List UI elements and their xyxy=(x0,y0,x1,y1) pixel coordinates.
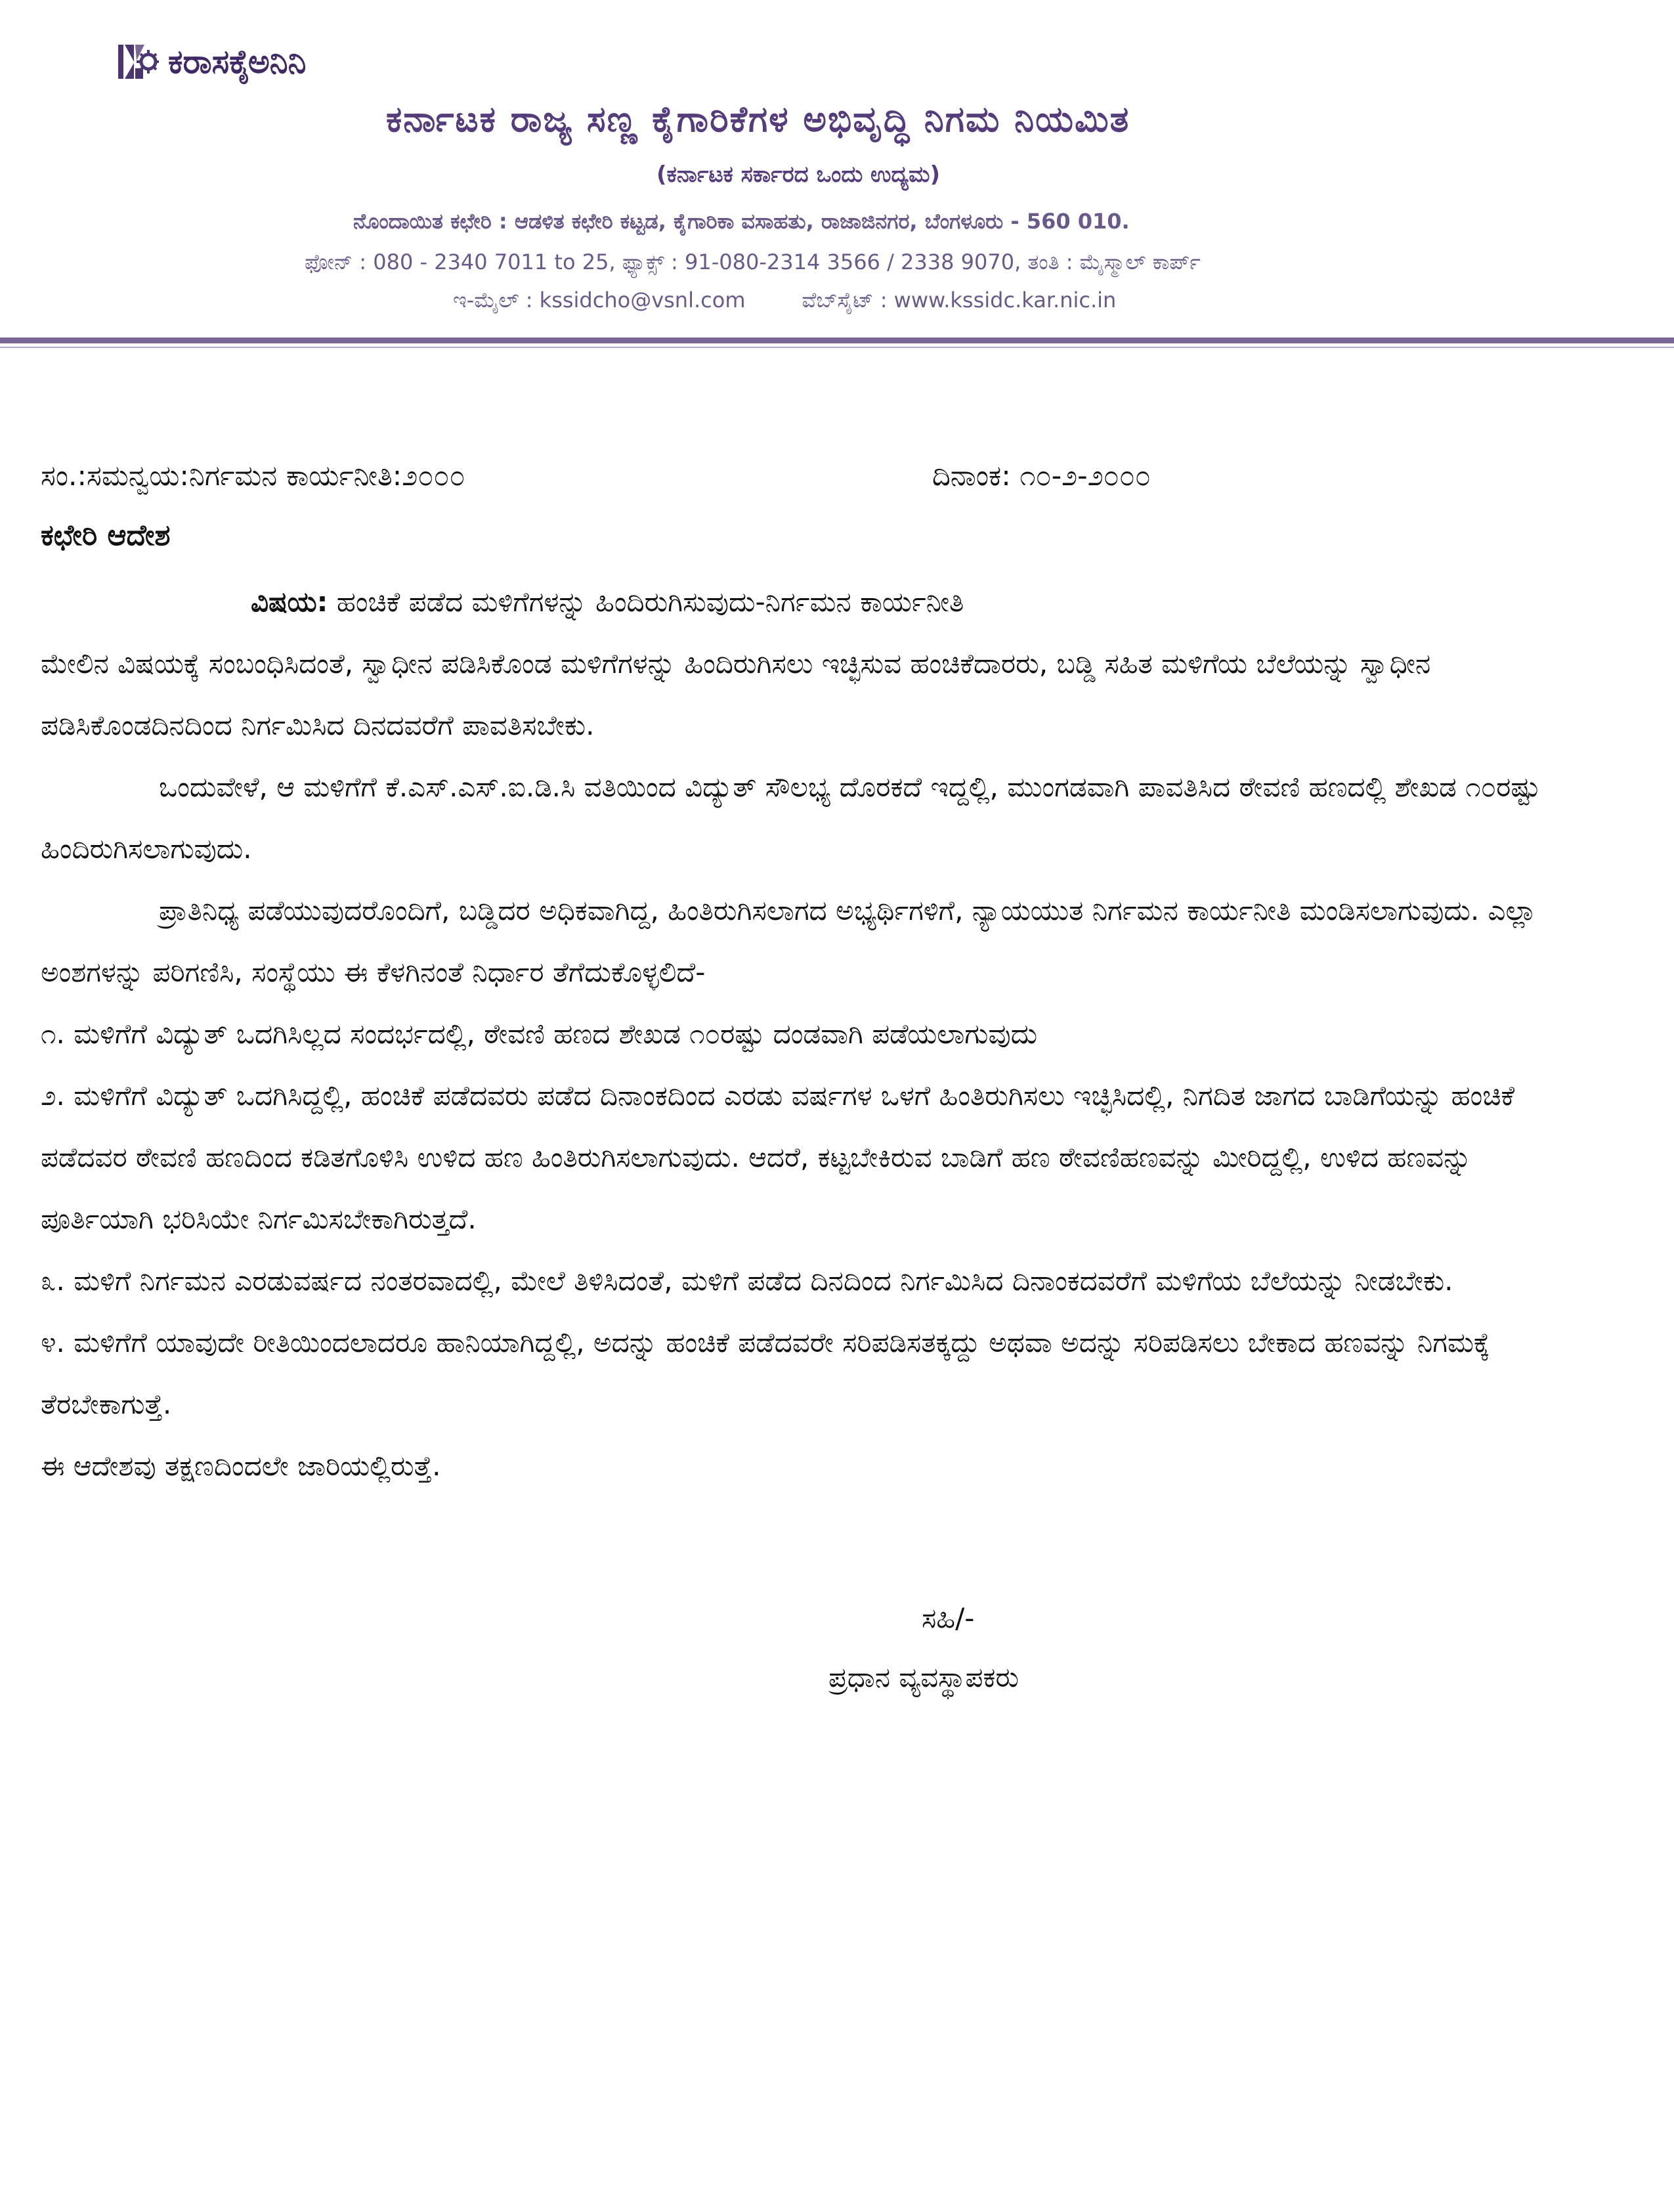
document-date: ದಿನಾಂಕ: ೧೦-೨-೨೦೦೦ xyxy=(932,460,1151,492)
closing-line: ಈ ಆದೇಶವು ತಕ್ಷಣದಿಂದಲೇ ಜಾರಿಯಲ್ಲಿರುತ್ತೆ. xyxy=(41,1450,441,1482)
point-4: ೪. ಮಳಿಗೆಗೆ ಯಾವುದೇ ರೀತಿಯಿಂದಲಾದರೂ ಹಾನಿಯಾಗಿದ್ದಲ್ಲಿ, ಅದನ್ನು ಹಂಚಿಕೆ ಪಡೆದವರೇ ಸರಿಪಡಿಸತಕ್ಕದ್ದು ಅಥವಾ ಅದನ್ನು ಸರಿಪಡಿಸಲು ಬೇಕಾದ ಹಣವನ್ನು ನಿಗಮಕ್ಕೆ ತೆರಬೇಕಾಗುತ್ತೆ. xyxy=(41,1326,1490,1420)
signed-mark: ಸಹಿ/- xyxy=(922,1602,975,1634)
document-title: ಕಛೇರಿ ಆದೇಶ xyxy=(41,519,171,552)
point-1: ೧. ಮಳಿಗೆಗೆ ವಿದ್ಯುತ್ ಒದಗಿಸಿಲ್ಲದ ಸಂದರ್ಭದಲ್ಲಿ, ಠೇವಣಿ ಹಣದ ಶೇಖಡ ೧೦ರಷ್ಟು ದಂಡವಾಗಿ ಪಡೆಯಲಾಗುವುದು xyxy=(41,1018,1038,1050)
logo-text: ಕರಾಸಕೈಅನಿನಿ xyxy=(168,42,307,81)
paragraph-2: ಒಂದುವೇಳೆ, ಆ ಮಳಿಗೆಗೆ ಕೆ.ಎಸ್.ಎಸ್.ಐ.ಡಿ.ಸಿ ವತಿಯಿಂದ ವಿದ್ಯುತ್ ಸೌಲಭ್ಯ ದೊರಕದೆ ಇದ್ದಲ್ಲಿ, ಮುಂಗಡವಾಗಿ ಪಾವತಿಸಿದ ಠೇವಣಿ ಹಣದಲ್ಲಿ ಶೇಖಡ ೧೦ರಷ್ಟು ಹಿಂದಿರುಗಿಸಲಾಗುವುದು. xyxy=(41,771,1541,865)
organization-name: ಕರ್ನಾಟಕ ರಾಜ್ಯ ಸಣ್ಣ ಕೈಗಾರಿಕೆಗಳ ಅಭಿವೃದ್ಧಿ ನಿಗಮ ನಿಯಮಿತ xyxy=(386,98,1130,140)
point-2: ೨. ಮಳಿಗೆಗೆ ವಿದ್ಯುತ್ ಒದಗಿಸಿದ್ದಲ್ಲಿ, ಹಂಚಿಕೆ ಪಡೆದವರು ಪಡೆದ ದಿನಾಂಕದಿಂದ ಎರಡು ವರ್ಷಗಳ ಒಳಗೆ ಹಿಂತಿರುಗಿಸಲು ಇಚ್ಛಿಸಿದಲ್ಲಿ, ನಿಗದಿತ ಜಾಗದ ಬಾಡಿಗೆಯನ್ನು ಹಂಚಿಕೆ ಪಡೆದವರ ಠೇವಣಿ ಹಣದಿಂದ ಕಡಿತಗೊಳಿಸಿ ಉಳಿದ ಹಣ ಹಿಂತಿರುಗಿಸಲಾಗುವುದು. ಆದರೆ, ಕಟ್ಟಬೇಕಿರುವ ಬಾಡಿಗೆ ಹಣ ಠೇವಣಿಹಣವನ್ನು ಮೀರಿದ್ದಲ್ಲಿ, ಉಳಿದ ಹಣವನ್ನು ಪೂರ್ತಿಯಾಗಿ ಭರಿಸಿಯೇ ನಿರ್ಗಮಿಸಬೇಕಾಗಿರುತ್ತದೆ. xyxy=(41,1079,1515,1235)
paragraph-3: ಪ್ರಾತಿನಿಧ್ಯ ಪಡೆಯುವುದರೊಂದಿಗೆ, ಬಡ್ಡಿದರ ಅಧಿಕವಾಗಿದ್ದ, ಹಿಂತಿರುಗಿಸಲಾಗದ ಅಭ್ಯರ್ಥಿಗಳಿಗೆ, ನ್ಯಾಯಯುತ ನಿರ್ಗಮನ ಕಾರ್ಯನೀತಿ ಮಂಡಿಸಲಾಗುವುದು. ಎಲ್ಲಾ ಅಂಶಗಳನ್ನು ಪರಿಗಣಿಸಿ, ಸಂಸ್ಥೆಯು ಈ ಕೆಳಗಿನಂತೆ ನಿರ್ಧಾರ ತೆಗೆದುಕೊಳ್ಳಲಿದೆ- xyxy=(41,894,1537,988)
website-address: ವೆಬ್‌ಸೈಟ್ : www.kssidc.kar.nic.in xyxy=(802,288,1117,313)
email-website-line xyxy=(453,288,1116,313)
reference-number: ಸಂ.:ಸಮನ್ವಯ:ನಿರ್ಗಮನ ಕಾರ್ಯನೀತಿ:೨೦೦೦ xyxy=(41,460,465,492)
subject-text: ಹಂಚಿಕೆ ಪಡೆದ ಮಳಿಗೆಗಳನ್ನು ಹಿಂದಿರುಗಿಸುವುದು-ನಿರ್ಗಮನ ಕಾರ್ಯನೀತಿ xyxy=(328,586,964,618)
letterhead-divider xyxy=(0,337,1674,343)
email-address: ಇ-ಮೈಲ್ : kssidcho@vsnl.com xyxy=(453,288,746,313)
signatory-designation: ಪ್ರಧಾನ ವ್ಯವಸ್ಥಾಪಕರು xyxy=(828,1661,1019,1693)
subject-line xyxy=(41,571,1570,633)
letterhead-divider-thin xyxy=(0,347,1674,348)
organization-subtitle: (ಕರ್ನಾಟಕ ಸರ್ಕಾರದ ಒಂದು ಉದ್ಯಮ) xyxy=(656,162,940,188)
registered-office-address: ನೊಂದಾಯಿತ ಕಛೇರಿ : ಆಡಳಿತ ಕಛೇರಿ ಕಟ್ಟಡ, ಕೈಗಾರಿಕಾ ವಸಾಹತು, ರಾಜಾಜಿನಗರ, ಬೆಂಗಳೂರು - 560 010. xyxy=(353,209,1130,234)
document-body xyxy=(41,571,1570,1497)
letterhead-logo xyxy=(117,38,306,85)
point-3: ೩. ಮಳಿಗೆ ನಿರ್ಗಮನ ಎರಡುವರ್ಷದ ನಂತರವಾದಲ್ಲಿ, ಮೇಲೆ ತಿಳಿಸಿದಂತೆ, ಮಳಿಗೆ ಪಡೆದ ದಿನದಿಂದ ನಿರ್ಗಮಿಸಿದ ದಿನಾಂಕದವರೆಗೆ ಮಳಿಗೆಯ ಬೆಲೆಯನ್ನು ನೀಡಬೇಕು. xyxy=(41,1265,1453,1297)
kssidc-logo-icon xyxy=(117,41,159,83)
subject-label: ವಿಷಯ: xyxy=(251,586,328,618)
paragraph-1: ಮೇಲಿನ ವಿಷಯಕ್ಕೆ ಸಂಬಂಧಿಸಿದಂತೆ, ಸ್ವಾಧೀನ ಪಡಿಸಿಕೊಂಡ ಮಳಿಗೆಗಳನ್ನು ಹಿಂದಿರುಗಿಸಲು ಇಚ್ಛಿಸುವ ಹಂಚಿಕೆದಾರರು, ಬಡ್ಡಿ ಸಹಿತ ಮಳಿಗೆಯ ಬೆಲೆಯನ್ನು ಸ್ವಾಧೀನ ಪಡಿಸಿಕೊಂಡದಿನದಿಂದ ನಿರ್ಗಮಿಸಿದ ದಿನದವರೆಗೆ ಪಾವತಿಸಬೇಕು. xyxy=(41,647,1431,741)
contact-numbers: ಫೋನ್ : 080 - 2340 7011 to 25, ಫ್ಯಾಕ್ಸ್ : 91-080-2314 3566 / 2338 9070, ತಂತಿ : ಮೈಸ್ಮಾಲ್ ಕಾರ್ಪ್ xyxy=(305,249,1201,274)
